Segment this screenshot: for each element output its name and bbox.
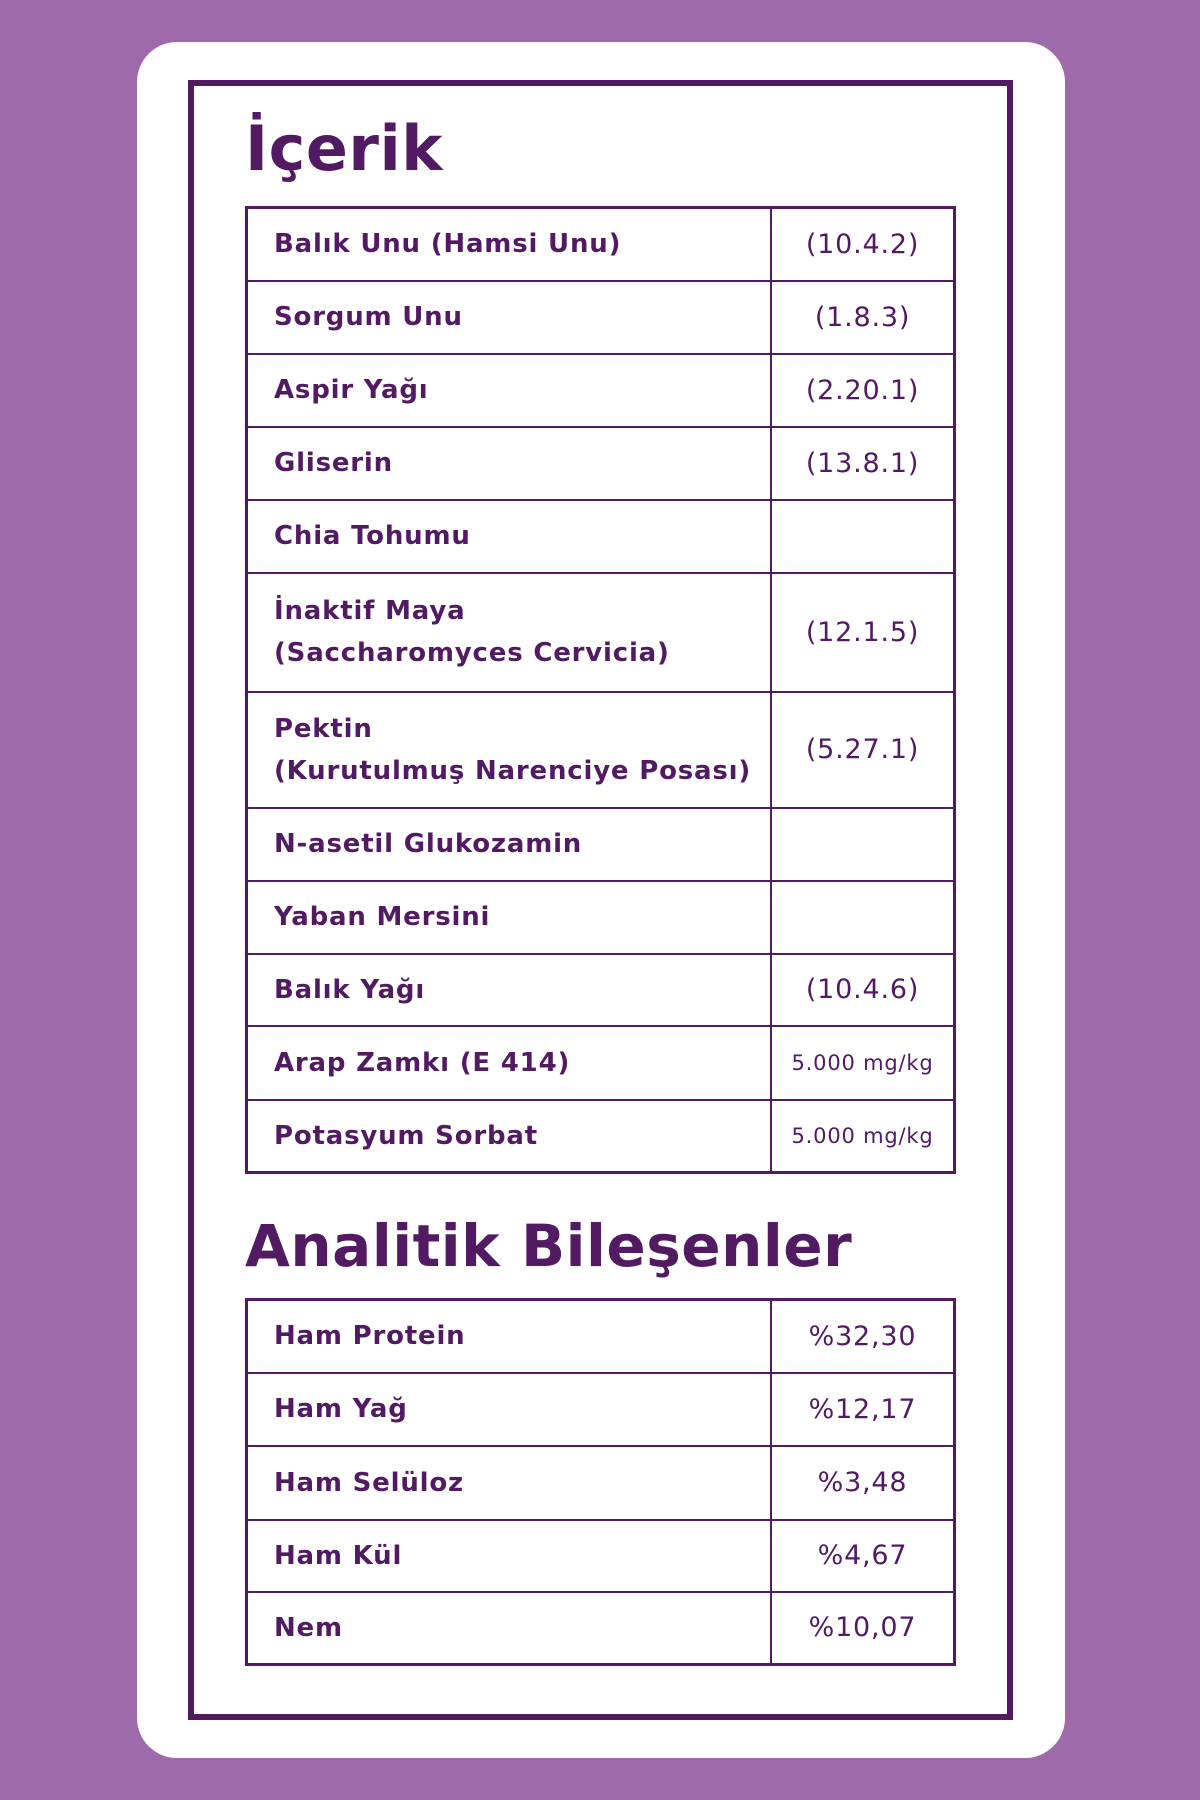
- ingredient-name: Potasyum Sorbat: [247, 1100, 772, 1173]
- analytics-table: [245, 1298, 956, 1666]
- table-row: [247, 1373, 955, 1446]
- table-row: [247, 1100, 955, 1173]
- table-row: [247, 1520, 955, 1592]
- table-row: [247, 881, 955, 954]
- ingredient-name: Chia Tohumu: [247, 500, 772, 573]
- component-name: Ham Yağ: [247, 1373, 772, 1446]
- table-row: [247, 954, 955, 1026]
- table-row: [247, 1026, 955, 1100]
- table-row: [247, 1592, 955, 1665]
- ingredient-code: (12.1.5): [771, 573, 955, 692]
- ingredient-name: Balık Yağı: [247, 954, 772, 1026]
- table-row: [247, 500, 955, 573]
- ingredient-name: Balık Unu (Hamsi Unu): [247, 208, 772, 281]
- ingredient-name: Aspir Yağı: [247, 354, 772, 427]
- ingredient-code: [771, 500, 955, 573]
- component-value: %3,48: [771, 1446, 955, 1520]
- component-name: Ham Selüloz: [247, 1446, 772, 1520]
- component-value: %4,67: [771, 1520, 955, 1592]
- ingredient-code: (1.8.3): [771, 281, 955, 354]
- ingredient-name: N-asetil Glukozamin: [247, 808, 772, 881]
- component-value: %12,17: [771, 1373, 955, 1446]
- table-row: [247, 208, 955, 281]
- table-row: [247, 808, 955, 881]
- component-value: %32,30: [771, 1300, 955, 1373]
- table-row: [247, 281, 955, 354]
- ingredients-title: İçerik: [245, 112, 443, 185]
- component-name: Nem: [247, 1592, 772, 1665]
- ingredient-code: (13.8.1): [771, 427, 955, 500]
- component-value: %10,07: [771, 1592, 955, 1665]
- table-row: [247, 1300, 955, 1373]
- ingredient-name: Gliserin: [247, 427, 772, 500]
- ingredient-name: Arap Zamkı (E 414): [247, 1026, 772, 1100]
- ingredient-name: [247, 692, 772, 808]
- table-row: [247, 354, 955, 427]
- ingredient-name: Yaban Mersini: [247, 881, 772, 954]
- table-row: [247, 1446, 955, 1520]
- ingredient-code: (2.20.1): [771, 354, 955, 427]
- ingredient-code: [771, 881, 955, 954]
- analytics-title: Analitik Bileşenler: [245, 1212, 853, 1280]
- component-name: Ham Kül: [247, 1520, 772, 1592]
- ingredients-table: [245, 206, 956, 1174]
- table-row: [247, 427, 955, 500]
- ingredient-name-line2: (Kurutulmuş Narenciye Posası): [274, 755, 752, 786]
- ingredient-amount: 5.000 mg/kg: [771, 1026, 955, 1100]
- ingredient-code: [771, 808, 955, 881]
- ingredient-name-line1: İnaktif Maya: [274, 596, 466, 626]
- ingredient-name-line1: Pektin: [274, 713, 373, 744]
- table-row: [247, 692, 955, 808]
- ingredient-code: (5.27.1): [771, 692, 955, 808]
- ingredient-amount: 5.000 mg/kg: [771, 1100, 955, 1173]
- component-name: Ham Protein: [247, 1300, 772, 1373]
- ingredient-code: (10.4.6): [771, 954, 955, 1026]
- table-row: [247, 573, 955, 692]
- ingredient-name: Sorgum Unu: [247, 281, 772, 354]
- ingredient-name: [247, 573, 772, 692]
- ingredient-code: (10.4.2): [771, 208, 955, 281]
- ingredient-name-line2: (Saccharomyces Cervicia): [274, 638, 670, 668]
